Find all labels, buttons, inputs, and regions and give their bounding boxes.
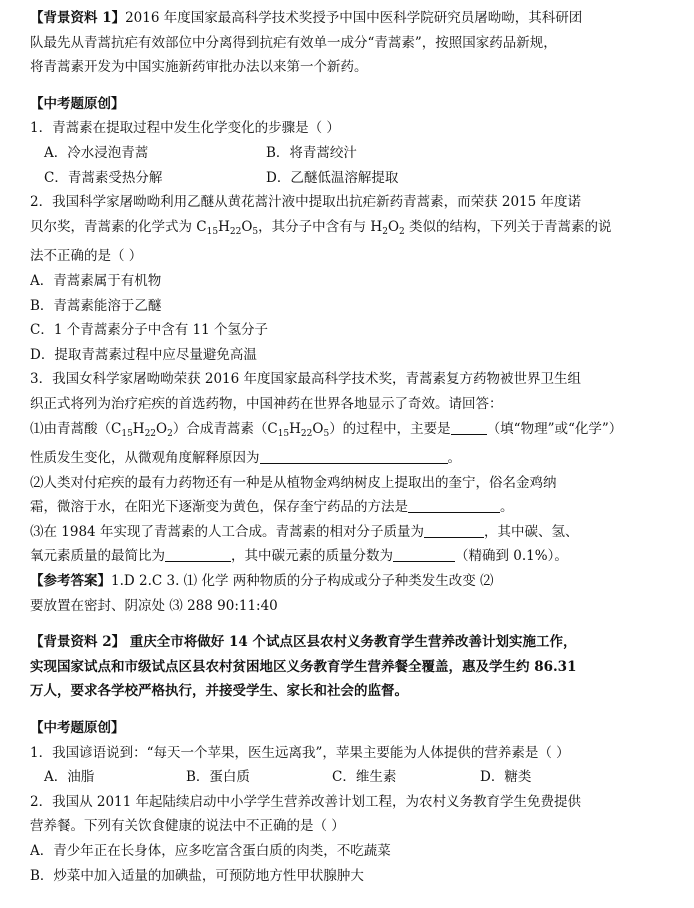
s1-q2-option-d: D．提取青蒿素过程中应尽量避免高温 — [30, 346, 257, 363]
background-1-line-3: 将青蒿素开发为中国实施新药审批办法以来第一个新药。 — [30, 59, 368, 76]
answer-label: 【参考答案】 — [30, 573, 111, 590]
background-2-line-1: 【背景资料 2】 重庆全市将做好 14 个试点区县农村义务教育学生营养改善计划实施工作， — [30, 634, 577, 651]
s1-q3-part-1-line-2: 性质发生变化，从微观角度解释原因为 。 — [30, 450, 461, 467]
background-2-line-3: 万人，要求各学校严格执行，并接受学生、家长和社会的监督。 — [30, 683, 408, 700]
background-2-label: 【背景资料 2】 — [30, 634, 126, 651]
background-2-line-2: 实现国家试点和市级试点区县农村贫困地区义务教育学生营养餐全覆盖，惠及学生约 86.31 — [30, 658, 577, 675]
s1-q1-option-a: A．冷水浸泡青蒿 — [44, 144, 149, 161]
s1-q3-part-2-line-1: ⑵人类对付疟疾的最有力药物还有一种是从植物金鸡纳树皮上提取出的奎宁，俗名金鸡纳 — [30, 474, 557, 491]
answer-blank — [451, 420, 487, 435]
answer-blank — [165, 547, 231, 562]
s1-q1-option-c: C．青蒿素受热分解 — [44, 169, 163, 186]
s1-q3-line-2: 织正式将列为治疗疟疾的首选药物，中国神药在世界各地显示了奇效。请回答： — [30, 395, 503, 412]
s1-q3-line-1: 3．我国女科学家屠呦呦荣获 2016 年度国家最高科学技术奖，青蒿素复方药物被世界卫生组 — [30, 371, 582, 388]
s1-q3-part-1-line-1: ⑴由青蒿酸$(C_{15}H_{22}O_2)$合成青蒿素$(C_{15}H_{22}O_5)$的过程中，主要是 （填“物理”或“化学”） — [30, 420, 623, 439]
s1-q3-part-3-line-2: 氧元素质量的最简比为 ，其中碳元素的质量分数为 （精确到 0.1%）。 — [30, 548, 568, 565]
s2-q2-line-2: 营养餐。下列有关饮食健康的说法中不正确的是（ ） — [30, 818, 345, 835]
s1-q1-stem: 1．青蒿素在提取过程中发生化学变化的步骤是（ ） — [30, 120, 340, 137]
background-1-line-2: 队最先从青蒿抗疟有效部位中分离得到抗疟有效单一成分“青蒿素”，按照国家药品新规， — [30, 34, 557, 51]
answer-blank — [408, 498, 500, 513]
s1-q2-option-b: B．青蒿素能溶于乙醚 — [30, 297, 162, 314]
s1-q2-line-1: 2．我国科学家屠呦呦利用乙醚从黄花蒿汁液中提取出抗疟新药青蒿素，而荣获 2015 年度诺 — [30, 194, 582, 211]
s1-q2-line-2: 贝尔奖，青蒿素的化学式为 $C_{15}H_{22}O_5$，其分子中含有与 $H_2O_2$ 类似的结构，下列关于青蒿素的说 — [30, 218, 612, 237]
s1-q1-options-row-2 — [30, 166, 664, 191]
s1-q1-options-row-1 — [30, 141, 664, 166]
s2-q1-option-b: B．蛋白质 — [186, 769, 250, 786]
s2-q1-stem: 1．我国谚语说到：“每天一个苹果，医生远离我”，苹果主要能为人体提供的营养素是（ ） — [30, 744, 570, 761]
s2-q2-option-b: B．炒菜中加入适量的加碘盐，可预防地方性甲状腺肿大 — [30, 867, 364, 884]
s2-q2-option-a: A．青少年正在长身体，应多吃富含蛋白质的肉类，不吃蔬菜 — [30, 843, 391, 859]
s1-q2-option-a: A．青蒿素属于有机物 — [30, 272, 162, 289]
section-1-header: 【中考题原创】 — [30, 95, 125, 112]
answer-blank — [424, 523, 484, 538]
s1-q3-part-3-line-1: ⑶在 1984 年实现了青蒿素的人工合成。青蒿素的相对分子质量为 ，其中碳、氢、 — [30, 523, 579, 540]
s2-q2-line-1: 2．我国从 2011 年起陆续启动中小学学生营养改善计划工程，为农村义务教育学生免费提供 — [30, 793, 582, 810]
background-1-line-1: 【背景资料 1】2016 年度国家最高科学技术奖授予中国中医科学院研究员屠呦呦，其科研团 — [30, 10, 583, 26]
s1-q3-part-2-line-2: 霜，微溶于水，在阳光下逐渐变为黄色，保存奎宁药品的方法是 。 — [30, 499, 514, 516]
section-2-header: 【中考题原创】 — [30, 720, 125, 737]
answer-blank — [260, 449, 448, 464]
s2-q1-option-a: A．油脂 — [44, 769, 95, 786]
s2-q1-options — [30, 765, 664, 790]
s1-answer-line-1: 【参考答案】1.D 2.C 3. ⑴ 化学 两种物质的分子构成或分子种类发生改变 ⑵ — [30, 573, 494, 590]
s1-q1-option-d: D．乙醚低温溶解提取 — [266, 169, 399, 186]
answer-blank — [393, 547, 455, 562]
s2-q1-option-c: C．维生素 — [332, 769, 397, 786]
s1-q2-line-3: 法不正确的是（ ） — [30, 248, 143, 265]
s1-q2-option-c: C．1 个青蒿素分子中含有 11 个氢分子 — [30, 322, 268, 339]
background-1-label: 【背景资料 1】 — [30, 10, 126, 26]
s1-answer-line-2: 要放置在密封、阴凉处 ⑶ 288 90:11:40 — [30, 597, 278, 614]
s2-q1-option-d: D．糖类 — [480, 769, 532, 786]
s1-q1-option-b: B．将青蒿绞汁 — [266, 144, 357, 161]
